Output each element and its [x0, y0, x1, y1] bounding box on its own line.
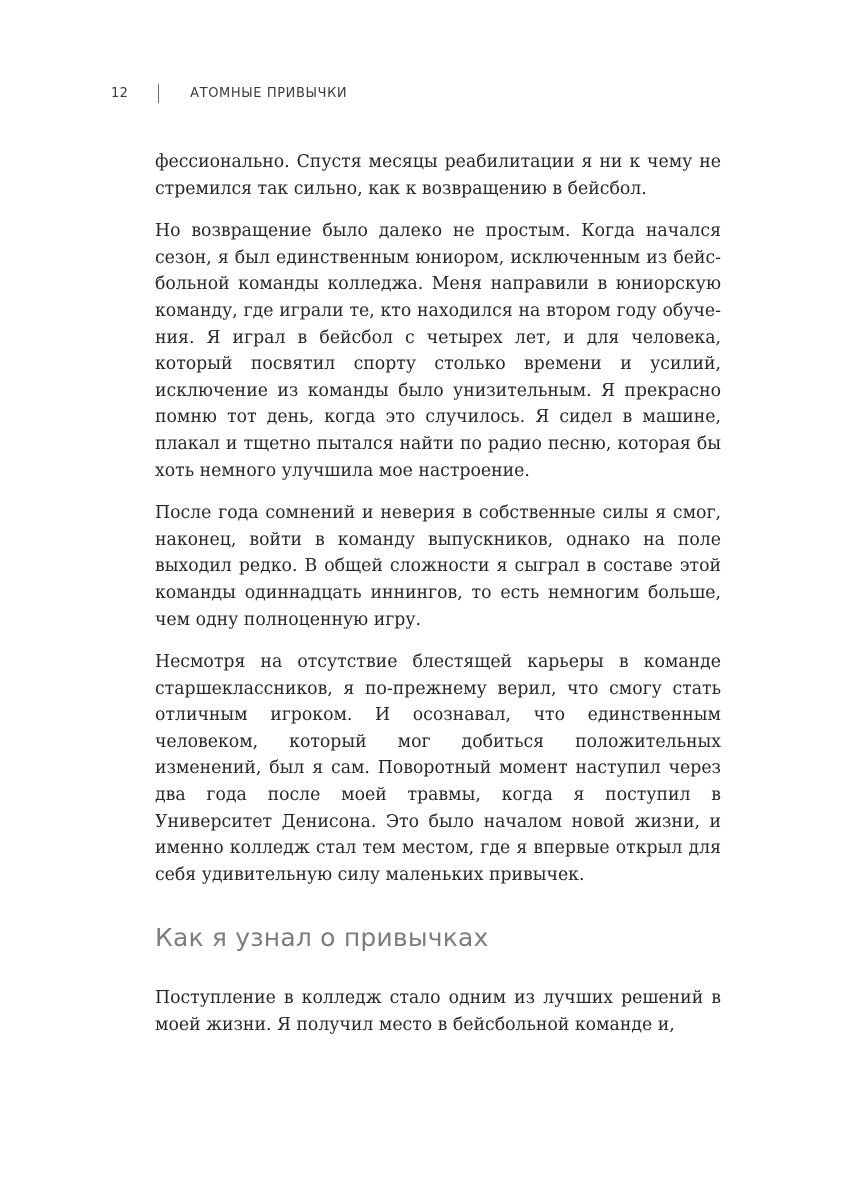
body-text	[155, 149, 721, 1055]
paragraph: Но возвращение было далеко не простым. Когда начался сезон, я был единственным юниором, исключенным из бейсбольной команды колледжа. Меня направили в юниорскую команду, где играли те, кто находился на втором году обучения. Я играл в бейсбол с четырех лет, и для человека, который посвятил спорту столько времени и усилий, исключение из команды было унизительным. Я прекрасно помню тот день, когда это случилось. Я сидел в машине, плакал и тщетно пытался найти по радио песню, которая бы хоть немного улучшила мое настроение.	[155, 221, 721, 481]
paragraph: После года сомнений и неверия в собственные силы я смог, наконец, войти в команду выпускников, однако на поле выходил редко. В общей сложности я сыграл в составе этой команды одиннадцать иннингов, то есть немногим больше, чем одну полноценную игру.	[155, 503, 721, 630]
paragraph: фессионально. Спустя месяцы реабилитации я ни к чему не стремился так сильно, как к возвращению в бейсбол.	[155, 152, 721, 199]
paragraph: Несмотря на отсутствие блестящей карьеры в команде старшеклассников, я по-прежнему верил, что смогу стать отличным игроком. И осознавал, что единственным человеком, который мог добиться положительных изменений, был я сам. Поворотный момент наступил через два года после моей травмы, когда я поступил в Университет Денисона. Это было началом новой жизни, и именно колледж стал тем местом, где я впервые открыл для себя удивительную силу маленьких привычек.	[155, 652, 721, 885]
running-head-divider	[158, 84, 159, 103]
paragraph: Поступление в колледж стало одним из лучших решений в моей жизни. Я получил место в бейсбольной команде и,	[155, 988, 721, 1036]
section-heading: Как я узнал о привычках	[155, 923, 489, 953]
book-title: АТОМНЫЕ ПРИВЫЧКИ	[190, 85, 348, 101]
running-head	[111, 82, 347, 104]
page-number: 12	[111, 85, 129, 101]
